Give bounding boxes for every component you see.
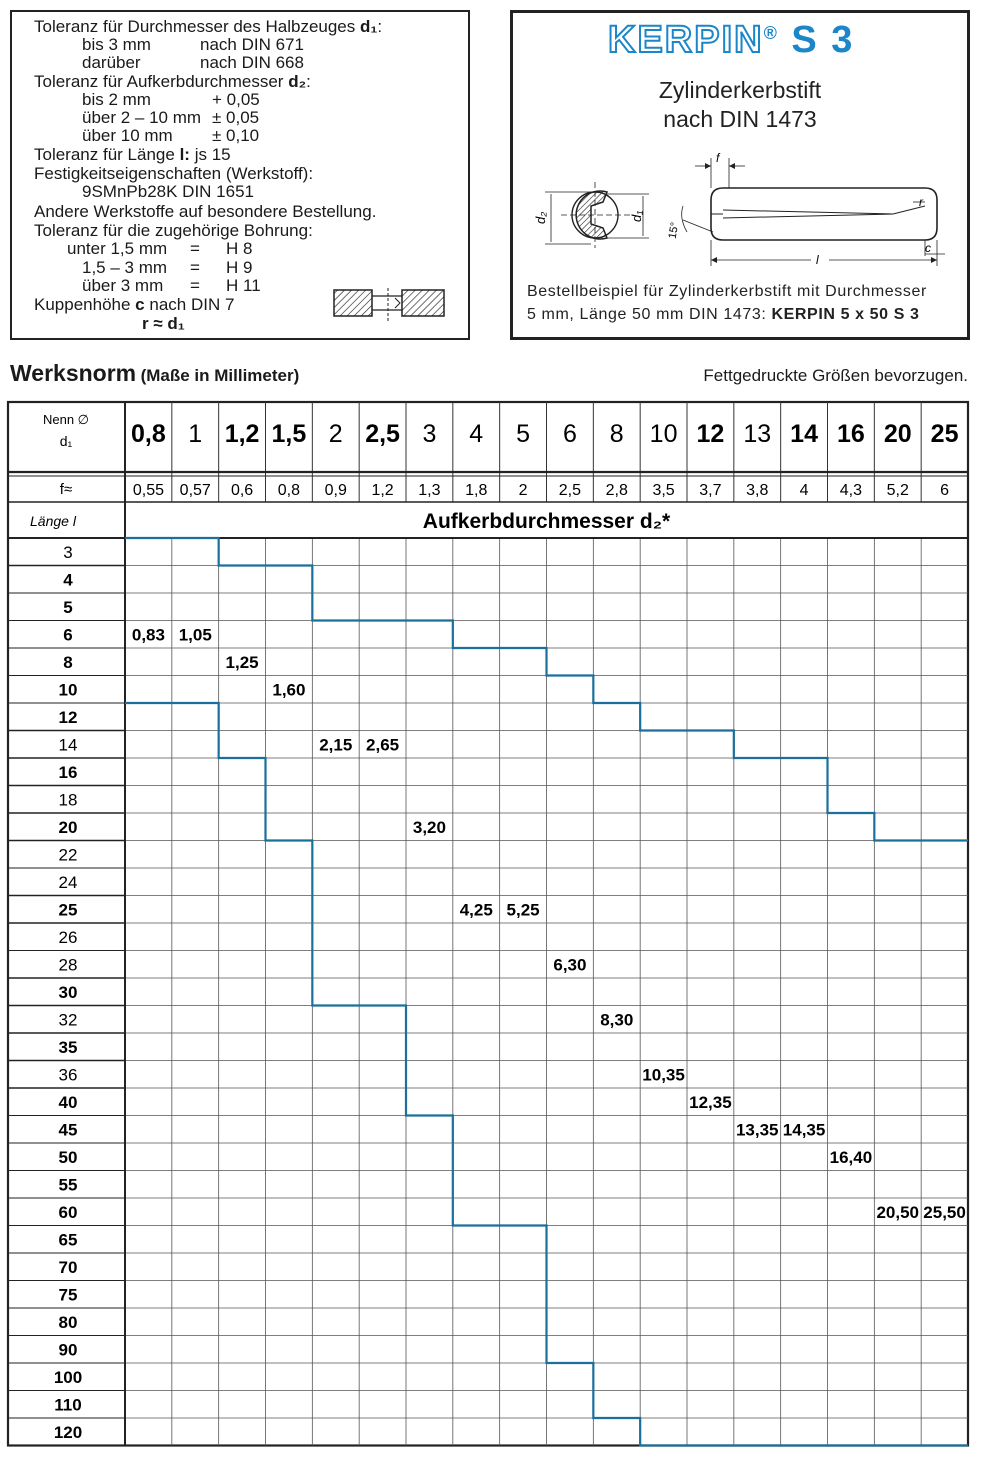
- length-value: 110: [54, 1395, 82, 1415]
- tol-row-value: ± 0,10: [212, 126, 260, 145]
- length-value: 70: [58, 1257, 78, 1277]
- tol-row-value: ± 0,05: [212, 108, 260, 127]
- length-value: 8: [63, 652, 73, 672]
- tol-row-label: über 3 mm: [82, 276, 164, 295]
- length-value: 100: [53, 1367, 83, 1387]
- f-value: 3,8: [746, 482, 769, 499]
- tol-row-label: 1,5 – 3 mm: [82, 258, 168, 277]
- strength-heading: Festigkeitseigenschaften (Werkstoff):: [34, 164, 314, 183]
- product-subtitle: Zylinderkerbstift: [658, 77, 822, 103]
- length-value: 30: [58, 982, 78, 1002]
- tol-row-value: nach DIN 668: [200, 53, 304, 72]
- d2-value: 6,30: [553, 955, 587, 975]
- d1-value: 10: [649, 420, 678, 448]
- length-value: 40: [58, 1092, 78, 1112]
- bore-tolerance-heading: Toleranz für die zugehörige Bohrung:: [34, 221, 313, 240]
- d1-value: 0,8: [131, 420, 166, 448]
- tol-row-label: bis 2 mm: [82, 90, 151, 109]
- length-value: 35: [58, 1037, 78, 1057]
- d2-value: 13,35: [735, 1120, 779, 1140]
- length-value: 5: [63, 597, 73, 617]
- product-standard: nach DIN 1473: [663, 106, 817, 132]
- length-value: 120: [53, 1422, 83, 1442]
- d2-value: 5,25: [506, 900, 540, 920]
- d2-value: 4,25: [459, 900, 493, 920]
- tol-row-label: darüber: [82, 53, 141, 72]
- f-value: 1,8: [465, 482, 488, 499]
- tol-row-value: + 0,05: [212, 90, 260, 109]
- order-example-line-2: 5 mm, Länge 50 mm DIN 1473: KERPIN 5 x 50 S 3: [527, 306, 920, 323]
- length-value: 65: [58, 1230, 78, 1250]
- d1-value: 1,5: [271, 420, 307, 448]
- f-value: 0,6: [230, 482, 254, 499]
- label-d2: d₂: [533, 211, 548, 224]
- d1-label: d₁: [59, 433, 73, 449]
- f-value: 0,57: [179, 482, 211, 499]
- d2-value: 2,65: [366, 735, 400, 755]
- f-value: 4,3: [839, 482, 863, 499]
- d1-value: 12: [696, 420, 725, 448]
- d2-value: 1,05: [178, 625, 212, 645]
- length-value: 16: [58, 762, 78, 782]
- label-d1: d₁: [629, 210, 644, 222]
- section-title: Werksnorm: [10, 360, 137, 386]
- length-value: 25: [58, 900, 78, 920]
- length-value: 3: [63, 542, 73, 562]
- f-value: 2,5: [558, 482, 582, 499]
- d2-value: 10,35: [642, 1065, 685, 1085]
- d2-span-header: Aufkerbdurchmesser d₂*: [422, 510, 671, 533]
- d1-value: 3: [422, 420, 437, 448]
- d1-value: 16: [837, 420, 865, 448]
- length-value: 10: [58, 680, 78, 700]
- length-value: 60: [58, 1202, 78, 1222]
- order-example-line-1: Bestellbeispiel für Zylinderkerbstift mit Durchmesser: [527, 283, 927, 300]
- f-label: f≈: [59, 481, 73, 498]
- length-value: 90: [58, 1340, 78, 1360]
- f-value: 0,55: [132, 482, 164, 499]
- d2-value: 2,15: [319, 735, 353, 755]
- d1-value: 20: [883, 420, 912, 448]
- tol-row-eq: =: [190, 276, 200, 295]
- d1-value: 6: [562, 420, 577, 448]
- tol-row-value: H 9: [226, 258, 253, 277]
- label-f: f: [716, 151, 720, 165]
- nenn-label: Nenn ∅: [42, 412, 90, 427]
- length-value: 24: [58, 872, 78, 892]
- tol-row-value: H 8: [226, 239, 253, 258]
- other-materials-note: Andere Werkstoffe auf besondere Bestellung.: [34, 202, 377, 221]
- length-value: 80: [58, 1312, 78, 1332]
- f-value: 6: [940, 482, 950, 499]
- dome-height-line: Kuppenhöhe c nach DIN 7: [34, 295, 235, 314]
- length-value: 45: [58, 1120, 78, 1140]
- tol-row-eq: =: [190, 239, 200, 258]
- d1-value: 2,5: [365, 420, 400, 448]
- length-value: 50: [58, 1147, 78, 1167]
- length-value: 28: [58, 955, 78, 975]
- label-l: l: [816, 253, 819, 267]
- d1-value: 13: [743, 420, 772, 448]
- f-value: 2: [518, 482, 528, 499]
- f-value: 1,2: [371, 482, 394, 499]
- d1-value: 25: [930, 420, 959, 448]
- prefer-note: Fettgedruckte Größen bevorzugen.: [703, 366, 968, 385]
- material-value: 9SMnPb28K DIN 1651: [82, 182, 254, 201]
- length-value: 6: [63, 625, 73, 645]
- d1-value: 1,2: [224, 420, 260, 448]
- d2-value: 0,83: [131, 625, 165, 645]
- length-value: 18: [58, 790, 78, 810]
- f-value: 1,3: [418, 482, 441, 499]
- length-value: 26: [58, 927, 78, 947]
- label-angle: 15°: [666, 221, 682, 240]
- tol-row-value: H 11: [226, 276, 261, 295]
- f-value: 5,2: [886, 482, 909, 499]
- d2-value: 20,50: [876, 1202, 920, 1222]
- d2-value: 14,35: [782, 1120, 826, 1140]
- section-title-note: (Maße in Millimeter): [140, 366, 300, 385]
- d2-value: 1,25: [225, 652, 259, 672]
- f-value: 3,7: [699, 482, 722, 499]
- length-value: 4: [63, 570, 73, 590]
- d2-value: 12,35: [689, 1092, 732, 1112]
- d1-value: 14: [790, 420, 818, 448]
- d2-value: 1,60: [272, 680, 306, 700]
- d1-value: 5: [516, 420, 531, 448]
- f-value: 4: [799, 482, 809, 499]
- length-value: 75: [58, 1285, 78, 1305]
- tolerance-length-heading: Toleranz für Länge l: js 15: [34, 145, 231, 164]
- d2-value: 16,40: [829, 1147, 873, 1167]
- length-value: 22: [58, 845, 78, 865]
- length-label: Länge l: [30, 513, 76, 529]
- f-value: 0,8: [277, 482, 301, 499]
- d1-value: 2: [328, 420, 343, 448]
- label-c: c: [925, 241, 931, 255]
- d2-value: 3,20: [412, 817, 446, 837]
- order-code: KERPIN 5 x 50 S 3: [771, 306, 920, 323]
- tol-row-eq: =: [190, 258, 200, 277]
- tol-row-label: unter 1,5 mm: [67, 239, 168, 258]
- brand-logo: KERPIN® S 3: [608, 19, 855, 61]
- length-value: 36: [58, 1065, 78, 1085]
- d1-value: 1: [188, 420, 203, 448]
- f-value: 3,5: [652, 482, 675, 499]
- table-frame: [8, 402, 968, 1446]
- tolerance-d2-heading: Toleranz für Aufkerbdurchmesser d₂:: [34, 72, 311, 91]
- tol-row-label: über 2 – 10 mm: [82, 108, 202, 127]
- tol-row-label: über 10 mm: [82, 126, 173, 145]
- length-value: 32: [58, 1010, 78, 1030]
- length-value: 55: [58, 1175, 78, 1195]
- length-value: 14: [58, 735, 78, 755]
- f-value: 0,9: [324, 482, 347, 499]
- d2-value: 8,30: [600, 1010, 634, 1030]
- d2-value: 25,50: [923, 1202, 966, 1222]
- length-value: 12: [58, 707, 78, 727]
- d1-value: 4: [469, 420, 484, 448]
- tolerance-semi-finished-heading: Toleranz für Durchmesser des Halbzeuges d₁:: [34, 17, 383, 36]
- length-value: 20: [58, 817, 78, 837]
- tol-row-label: bis 3 mm: [82, 35, 151, 54]
- tol-row-value: nach DIN 671: [200, 35, 304, 54]
- label-r: r: [919, 195, 923, 209]
- f-value: 2,8: [605, 482, 628, 499]
- radius-note: r ≈ d₁: [142, 314, 185, 333]
- d1-value: 8: [609, 420, 624, 448]
